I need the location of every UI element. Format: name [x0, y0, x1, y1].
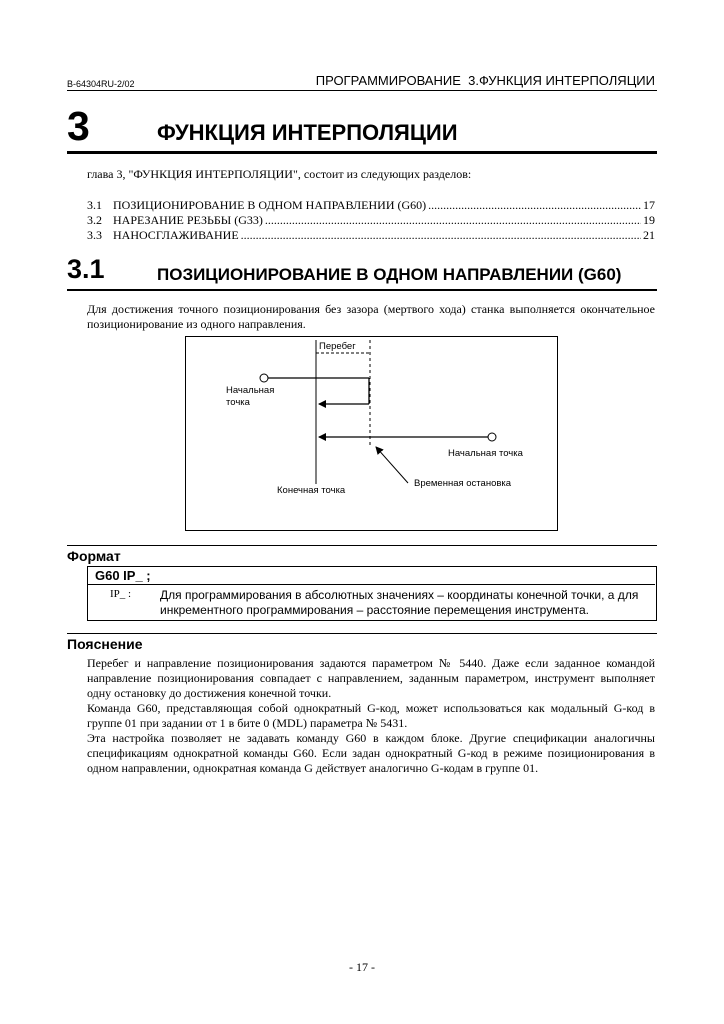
positioning-diagram [185, 336, 558, 531]
chapter-title: ФУНКЦИЯ ИНТЕРПОЛЯЦИИ [157, 120, 458, 145]
start-point-2-label: Начальная точка [448, 448, 523, 459]
header-rule [67, 90, 657, 91]
start-point-2-marker [488, 433, 496, 441]
page-number: - 17 - [349, 960, 375, 974]
toc-entry-number: 3.1 [87, 198, 102, 212]
toc-leader [265, 213, 641, 228]
start-point-1-label-line1: Начальная [226, 385, 275, 396]
toc-entry-page: 21 [643, 228, 655, 242]
section-number: 3.1 [67, 254, 105, 284]
end-point-label: Конечная точка [277, 485, 346, 496]
format-code: G60 IP_ ; [95, 568, 151, 583]
section-rule [67, 289, 657, 291]
section-title: ПОЗИЦИОНИРОВАНИЕ В ОДНОМ НАПРАВЛЕНИИ (G60) [157, 265, 622, 284]
explanation-rule [67, 633, 657, 634]
toc-entry-title: НАНОСГЛАЖИВАНИЕ [113, 228, 239, 242]
explanation-paragraph-2: Команда G60, представляющая собой однократный G-код, может использоваться как модальный G-код в группе 01 при задании от 1 в бите 0 (MDL) параметра № 5431. [87, 701, 655, 730]
toc-entry-title: НАРЕЗАНИЕ РЕЗЬБЫ (G33) [113, 213, 263, 227]
chapter-intro: глава 3, "ФУНКЦИЯ ИНТЕРПОЛЯЦИИ", состоит из следующих разделов: [87, 167, 472, 181]
toc-leader [428, 198, 641, 213]
format-ip-label: IP_ : [110, 588, 132, 600]
toc-leader [241, 228, 641, 243]
start-point-1-label-line2: точка [226, 397, 250, 408]
temp-stop-label: Временная остановка [414, 478, 512, 489]
positioning-diagram-svg [186, 337, 557, 530]
explanation-heading: Пояснение [67, 636, 143, 652]
format-box-divider [87, 584, 655, 585]
chapter-number: 3 [67, 103, 90, 149]
toc-entry-number: 3.2 [87, 213, 102, 227]
running-header-section: ПРОГРАММИРОВАНИЕ [315, 73, 461, 88]
format-rule [67, 545, 657, 546]
running-header [316, 73, 655, 88]
toc-entry[interactable] [87, 213, 655, 228]
chapter-rule [67, 151, 657, 154]
explanation-paragraph-1: Перебег и направление позиционирования задаются параметром № 5440. Даже если заданное командой направление позиционирования совпадает с направлением, заданным параметром, инструмент выполняет одну остановку до достижения конечной точки. [87, 656, 655, 700]
format-heading: Формат [67, 548, 121, 564]
explanation-paragraph-3: Эта настройка позволяет не задавать команду G60 в каждом блоке. Другие спецификации аналогичны спецификациям однократной команды G60. Если задан однократный G-код в режиме позиционирования в одном направлении, однократная команда G действует аналогично G-кодам в группе 01. [87, 731, 655, 775]
running-header-chapter: 3.ФУНКЦИЯ ИНТЕРПОЛЯЦИИ [468, 73, 655, 88]
toc-entry-page: 19 [643, 213, 655, 227]
temp-stop-leader [376, 447, 408, 483]
toc-entry[interactable] [87, 228, 655, 243]
toc-entry[interactable] [87, 198, 655, 213]
overrun-label: Перебег [319, 341, 356, 352]
toc-entry-number: 3.3 [87, 228, 102, 242]
toc-entry-page: 17 [643, 198, 655, 212]
section-lead: Для достижения точного позиционирования без зазора (мертвого хода) станка выполняется окончательное позиционирование из одного направления. [87, 302, 655, 331]
format-ip-description: Для программирования в абсолютных значениях – координаты конечной точки, а для инкрементного программирования – расстояние перемещения инструмента. [160, 588, 639, 617]
document-code: B-64304RU-2/02 [67, 79, 135, 89]
start-point-1-marker [260, 374, 268, 382]
toc-entry-title: ПОЗИЦИОНИРОВАНИЕ В ОДНОМ НАПРАВЛЕНИИ (G60) [113, 198, 427, 212]
